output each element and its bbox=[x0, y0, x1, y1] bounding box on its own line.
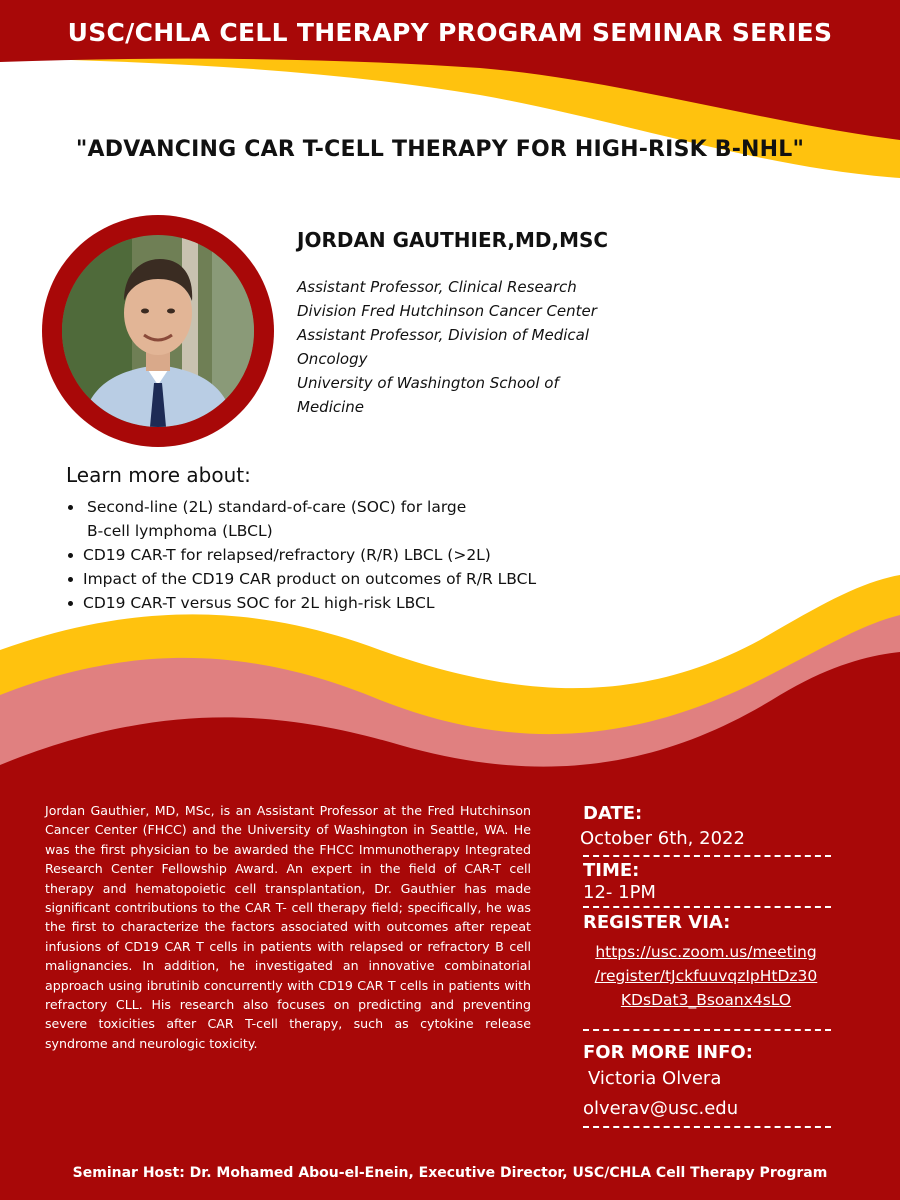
speaker-bio: Jordan Gauthier, MD, MSc, is an Assistant Professor at the Fred Hutchinson Cancer Center (FHCC) and the University of Washington in Seattle, WA. He was the first physician to be awarded the FHCC Immunotherapy Integrated Research Center Fellowship Award. An expert in the field of CAR-T cell therapy and hematopoietic cell transplantation, Dr. Gauthier has made significant contributions to the CAR T- cell therapy field; specifically, he was the first to characterize the factors associated with outcomes after repeat infusions of CD19 CAR T cells in patients with relapsed or refractory B cell malignancies. In addition, he investigated an innovative combinatorial approach using ibrutinib concurrently with CD19 CAR T cells in patients with refractory CLL. His research also focuses on predicting and preventing severe toxicities after CAR T-cell therapy, such as cytokine release syndrome and neurologic toxicity. bbox=[45, 803, 531, 1051]
affiliation-line: Medicine bbox=[297, 398, 365, 416]
affiliation-line: Assistant Professor, Clinical Research bbox=[297, 278, 577, 296]
date-label: DATE: bbox=[583, 803, 643, 824]
learn-heading: Learn more about: bbox=[66, 463, 251, 487]
affiliation-line: Division Fred Hutchinson Cancer Center bbox=[297, 302, 597, 320]
affiliation-line: Assistant Professor, Division of Medical bbox=[297, 326, 590, 344]
divider bbox=[583, 1029, 831, 1031]
affiliation-line: University of Washington School of bbox=[297, 374, 559, 392]
time-label: TIME: bbox=[583, 860, 640, 881]
divider bbox=[583, 1126, 831, 1128]
more-info-label: FOR MORE INFO: bbox=[583, 1042, 753, 1063]
contact-name: Victoria Olvera bbox=[588, 1068, 722, 1089]
divider bbox=[583, 906, 831, 908]
time-value: 12- 1PM bbox=[583, 882, 656, 903]
divider bbox=[583, 855, 831, 857]
speaker-affiliation bbox=[297, 275, 667, 419]
speaker-portrait-icon bbox=[62, 235, 254, 427]
affiliation-line: Oncology bbox=[297, 350, 368, 368]
learn-item: Second-line (2L) standard-of-care (SOC) for large B-cell lymphoma (LBCL) bbox=[66, 495, 486, 543]
talk-title: "ADVANCING CAR T-CELL THERAPY FOR HIGH-RISK B-NHL" bbox=[75, 137, 805, 162]
register-link[interactable]: https://usc.zoom.us/meeting /register/tJckfuuvqzIpHtDz30 KDsDat3_Bsoanx4sLO bbox=[594, 943, 818, 1009]
date-value: October 6th, 2022 bbox=[580, 828, 745, 849]
learn-item: Impact of the CD19 CAR product on outcomes of R/R LBCL bbox=[66, 567, 666, 591]
series-title: USC/CHLA CELL THERAPY PROGRAM SEMINAR SERIES bbox=[67, 18, 833, 47]
learn-item: CD19 CAR-T for relapsed/refractory (R/R) LBCL (>2L) bbox=[66, 543, 666, 567]
speaker-name: JORDAN GAUTHIER,MD,MSC bbox=[297, 228, 609, 252]
learn-item: CD19 CAR-T versus SOC for 2L high-risk LBCL bbox=[66, 591, 666, 615]
contact-email[interactable]: olverav@usc.edu bbox=[583, 1098, 739, 1119]
seminar-host: Seminar Host: Dr. Mohamed Abou-el-Enein, Executive Director, USC/CHLA Cell Therapy Program bbox=[72, 1165, 828, 1181]
register-label: REGISTER VIA: bbox=[583, 912, 731, 933]
speaker-photo bbox=[62, 235, 254, 427]
learn-list bbox=[66, 495, 666, 615]
